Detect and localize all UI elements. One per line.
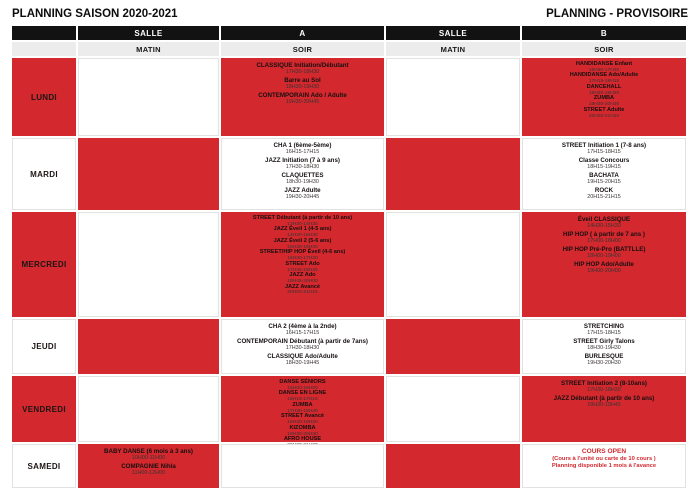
cell-jeudi-a-soir	[221, 319, 384, 374]
class-time: 17H45-18H45	[287, 267, 318, 273]
class-time: 19H30-20H30	[287, 431, 318, 437]
class-time: 15H30-16H30	[287, 244, 318, 250]
day-lundi: LUNDI	[12, 58, 76, 136]
cell-samedi-b-soir	[522, 444, 686, 488]
day-mardi: MARDI	[12, 138, 76, 210]
class-time: 19H30-20H30	[587, 360, 621, 367]
subheader-col-b: SOIR	[522, 42, 686, 56]
class-name: JAZZ Ado	[289, 272, 316, 279]
class-time: 20H30-21H30	[588, 113, 620, 119]
class-time: 19H30-20H45	[285, 194, 320, 201]
class-time: 17H15-18H15	[588, 79, 620, 85]
header-col-a: A	[221, 26, 384, 40]
cell-mardi-b-soir	[522, 138, 686, 210]
class-name: BURLESQUE	[584, 353, 624, 361]
class-time: 15H00-16H00	[287, 385, 318, 391]
class-time: 17H30-18H30	[285, 164, 320, 171]
class-name: JAZZ Débutant (à partir de 10 ans)	[553, 395, 655, 403]
class-time: 16H30-17H30	[287, 256, 318, 262]
header-salle-a: SALLE	[78, 26, 219, 40]
cell-vendredi-b-soir	[522, 376, 686, 442]
class-name: STREET Girly Talons	[573, 338, 635, 346]
header-corner	[12, 26, 76, 40]
class-name: DANSE EN LIGNE	[278, 390, 327, 397]
day-samedi: SAMEDI	[12, 444, 76, 488]
cell-mercredi-b-matin	[386, 212, 520, 317]
class-name: DANSE SÉNIORS	[279, 379, 326, 385]
class-name: DANCEHALL	[586, 83, 622, 90]
class-time: 20H00-21H15	[287, 290, 318, 296]
class-name: KIZOMBA	[289, 424, 316, 431]
cell-jeudi-b-soir	[522, 319, 686, 374]
class-name: JAZZ Initiation (7 à 9 ans)	[265, 157, 340, 165]
class-name: JAZZ Avancé	[284, 283, 321, 290]
class-name: ZUMBA	[593, 95, 615, 102]
day-jeudi: JEUDI	[12, 319, 76, 374]
class-name: HIP HOP ( à partir de 7 ans )	[563, 231, 645, 239]
class-time: 18H30-19H30	[587, 345, 621, 352]
class-name: STREET Initiation 1 (7-8 ans)	[561, 142, 647, 149]
cell-note: (Cours à l'unité ou carte de 10 cours )	[552, 455, 656, 462]
class-name: STREET Initiation 2 (8-10ans)	[561, 380, 647, 387]
class-time: 20H15-21H15	[587, 194, 621, 201]
class-time: 18H00-19H00	[587, 253, 621, 260]
class-name: COMPAGNIE Nihla	[121, 463, 176, 471]
cell-lundi-a-matin	[78, 58, 219, 136]
class-time: 16H30-17H30	[588, 67, 620, 73]
class-time: 16H15-17H15	[285, 330, 320, 337]
class-name: JAZZ Adulte	[284, 187, 321, 195]
class-name: JAZZ Éveil 1 (4-5 ans)	[273, 226, 332, 233]
cell-mercredi-a-matin	[78, 212, 219, 317]
cell-lundi-a-soir	[221, 58, 384, 136]
schedule-grid	[12, 26, 688, 488]
cell-mardi-a-matin	[78, 138, 219, 210]
header-salle-b: SALLE	[386, 26, 520, 40]
class-name: HANDIDANSE Ado/Adulte	[569, 72, 639, 79]
class-time: 19H30-20H30	[588, 102, 620, 108]
class-time: 17H00-18H00	[587, 238, 621, 245]
class-name: ROCK	[594, 187, 614, 195]
header-col-b: B	[522, 26, 686, 40]
class-time: 17H30-18H30	[587, 387, 621, 394]
cell-jeudi-b-matin	[386, 319, 520, 374]
class-name: BACHATA	[589, 172, 619, 180]
cell-vendredi-a-matin	[78, 376, 219, 442]
subheader-corner	[12, 42, 76, 56]
class-name: STREET Débutant (à partir de 10 ans)	[252, 215, 353, 221]
page-subtitle: PLANNING - PROVISOIRE	[546, 8, 688, 20]
class-name: CONTEMPORAIN Ado / Adulte	[258, 92, 347, 100]
class-time: 18H15-19H15	[587, 164, 621, 171]
class-name: AFRO HOUSE	[283, 436, 322, 443]
class-time: 17H30-18H30	[287, 408, 318, 414]
class-name: Éveil CLASSIQUE	[577, 216, 631, 223]
cell-jeudi-a-matin	[78, 319, 219, 374]
class-time: 13H30-14H30	[287, 221, 318, 227]
class-time: 18H30-19H30	[285, 84, 320, 91]
class-name: STREET Ado	[285, 260, 320, 267]
class-name: BABY DANSE (6 mois à 3 ans)	[104, 448, 193, 455]
class-name: JAZZ Éveil 2 (5-6 ans)	[273, 237, 332, 244]
class-time: 18H30-19H45	[285, 360, 320, 367]
cell-vendredi-b-matin	[386, 376, 520, 442]
cell-lundi-b-matin	[386, 58, 520, 136]
class-time: 19H00-20H00	[587, 268, 621, 275]
class-time: 14H30-15H30	[587, 223, 621, 230]
subheader-col-a: SOIR	[221, 42, 384, 56]
class-name: CONTEMPORAIN Débutant (à partir de 7ans)	[237, 338, 368, 346]
cell-mercredi-b-soir	[522, 212, 686, 317]
day-vendredi: VENDREDI	[12, 376, 76, 442]
class-time: 17H15-18H15	[587, 149, 621, 156]
subheader-salle-a: MATIN	[78, 42, 219, 56]
cell-mardi-b-matin	[386, 138, 520, 210]
cell-note: Planning disponible 1 mois à l'avance	[551, 463, 657, 470]
class-time: 18H45-20H00	[287, 279, 318, 285]
cell-mercredi-a-soir	[221, 212, 384, 317]
class-name: HANDIDANSE Enfant	[575, 61, 633, 67]
class-name: ZUMBA	[292, 401, 313, 408]
class-name: STRETCHING	[583, 323, 625, 330]
class-name: STREET Avancé	[280, 413, 325, 420]
class-name: CLASSIQUE Initiation/Débutant	[256, 62, 349, 69]
class-name: CLAQUETTES	[281, 172, 324, 180]
cell-samedi-a-matin	[78, 444, 219, 488]
class-name: CHA 2 (4ème à la 2nde)	[268, 323, 337, 330]
class-time: 18H30-19H30	[287, 420, 318, 426]
class-name: COURS OPEN	[581, 448, 627, 455]
class-name: STREET Adulte	[583, 106, 625, 113]
class-name: CLASSIQUE Ado/Adulte	[267, 353, 338, 361]
class-name: Classe Concours	[578, 157, 630, 165]
class-time: 17H15-18H15	[587, 330, 621, 337]
cell-samedi-b-matin	[386, 444, 520, 488]
class-time: 10H00-11H00	[131, 455, 166, 462]
cell-vendredi-a-soir	[221, 376, 384, 442]
class-time: 17H30-18H30	[285, 69, 320, 76]
subheader-salle-b: MATIN	[386, 42, 520, 56]
class-name: HIP HOP Ado/Adulte	[574, 261, 634, 269]
class-time: 19H15-20H15	[587, 179, 621, 186]
cell-lundi-b-soir	[522, 58, 686, 136]
class-time: 18H30-19H45	[587, 402, 621, 409]
class-time: 18H30-19H30	[588, 90, 620, 96]
title-bar	[0, 0, 700, 26]
class-time: 16H15-17H15	[285, 149, 320, 156]
class-name: HIP HOP Pré-Pro (BATTLLE)	[562, 246, 646, 254]
cell-samedi-a-soir	[221, 444, 384, 488]
day-mercredi: MERCREDI	[12, 212, 76, 317]
class-time: 19H30-20H45	[285, 99, 320, 106]
class-name: Barre au Sol	[284, 77, 321, 85]
page-title: PLANNING SAISON 2020-2021	[12, 8, 178, 20]
class-time: 16H15-17H15	[287, 397, 318, 403]
class-time: 11H00-12H00	[131, 470, 166, 477]
class-time: 14H30-15H30	[287, 233, 318, 239]
class-time: 18h30-19H30	[286, 179, 319, 186]
cell-mardi-a-soir	[221, 138, 384, 210]
class-name: STREET/HIP HOP Éveil (4-6 ans)	[259, 249, 346, 256]
class-time: 17H30-18H30	[285, 345, 320, 352]
class-name: CHA 1 (6ème-5ème)	[273, 142, 332, 149]
